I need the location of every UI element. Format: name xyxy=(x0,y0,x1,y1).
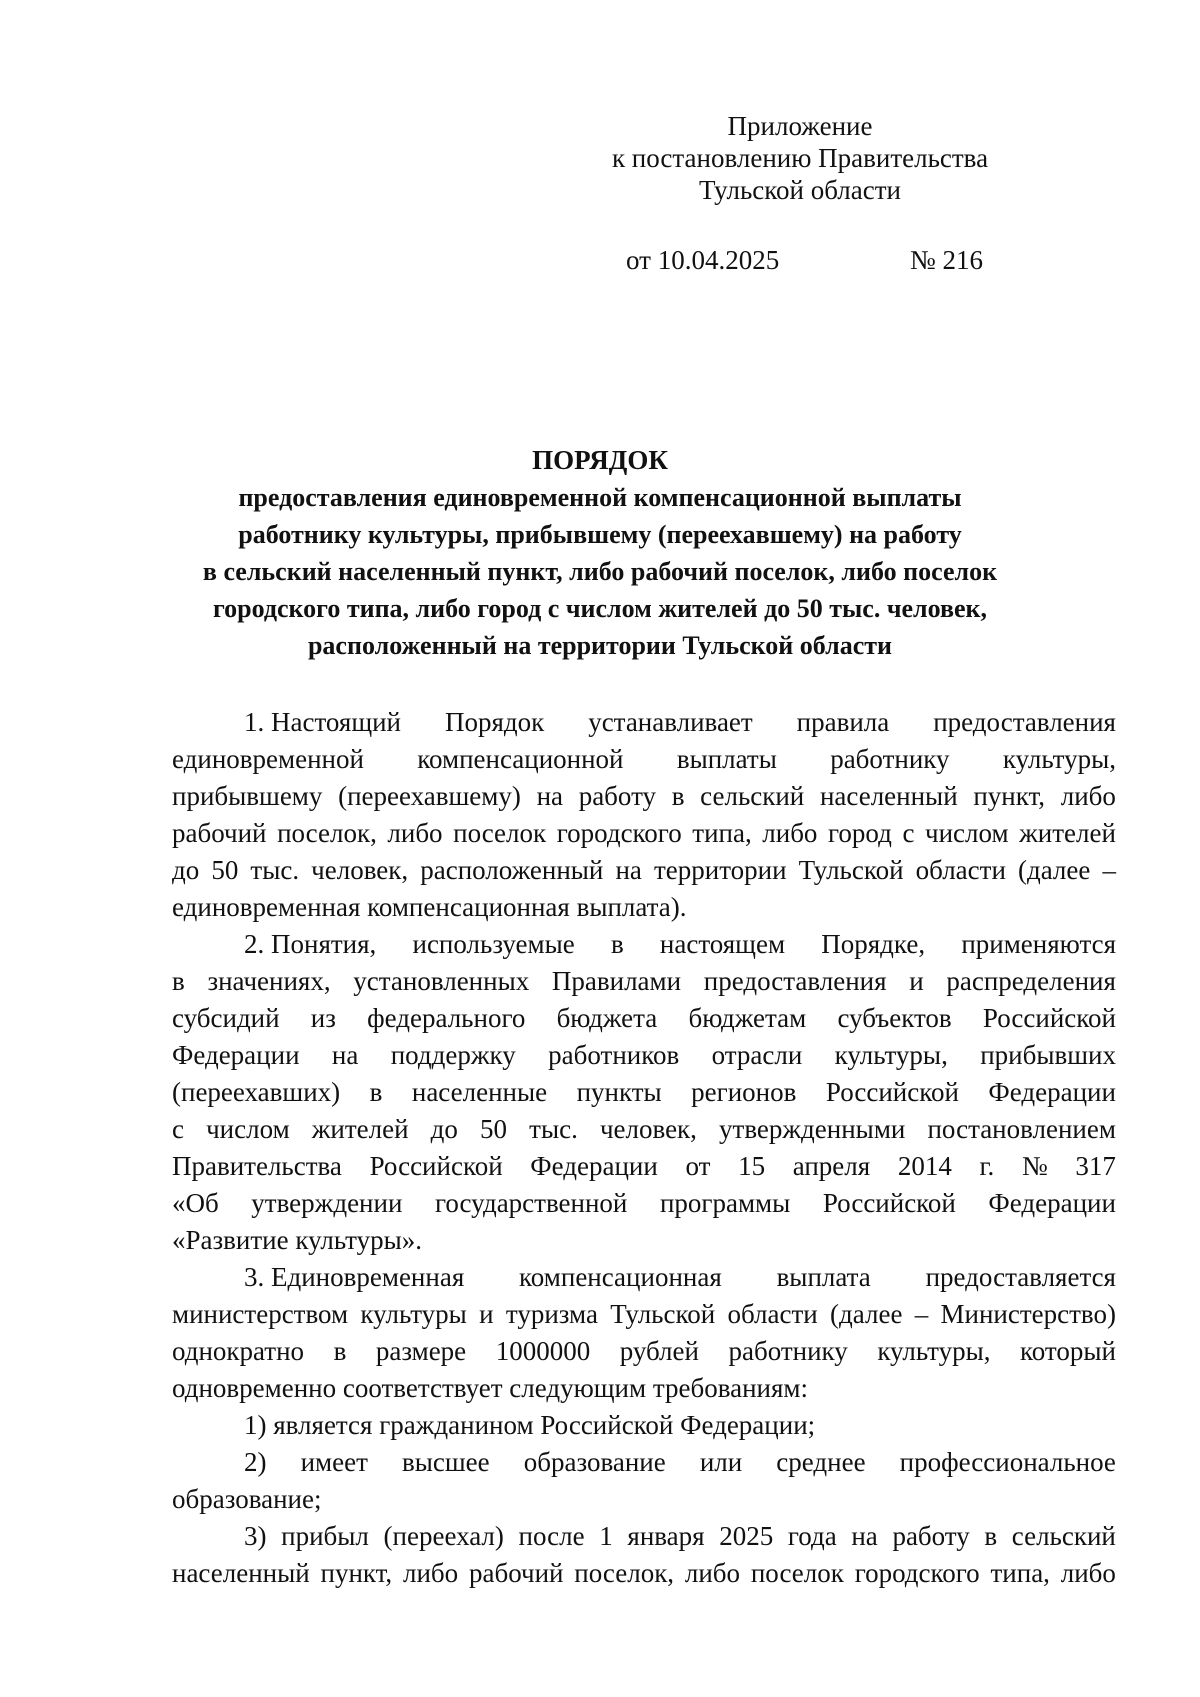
body-word: Правительства xyxy=(172,1151,342,1181)
body-word: на xyxy=(536,781,563,811)
body-word: отрасли xyxy=(711,1040,803,1070)
body-word: типа, xyxy=(692,818,752,848)
body-line xyxy=(172,1259,1116,1296)
body-line xyxy=(172,778,1116,815)
body-word: либо xyxy=(684,1558,741,1588)
body-word: поселок, xyxy=(574,1558,675,1588)
body-word: в xyxy=(333,1336,347,1366)
body-word: выплата xyxy=(776,1262,871,1292)
body-word: туризма xyxy=(505,1299,598,1329)
body-word: рабочий xyxy=(172,818,267,848)
body-word: сельский xyxy=(700,781,805,811)
body-word: предоставления xyxy=(933,707,1116,737)
body-word: значениях, xyxy=(207,966,331,996)
body-line: «Развитие культуры». xyxy=(172,1225,422,1255)
body-word: Федерации xyxy=(530,1151,658,1181)
body-word: Российской xyxy=(982,1003,1116,1033)
body-word: до xyxy=(172,855,200,885)
body-word: пункт, xyxy=(320,1558,393,1588)
body-word: работников xyxy=(548,1040,680,1070)
body-word: на xyxy=(851,1521,878,1551)
body-word: 1 xyxy=(599,1521,613,1551)
document-title-block xyxy=(120,442,1080,664)
body-word: и xyxy=(909,966,924,996)
body-word: государственной xyxy=(434,1188,628,1218)
body-word: 15 xyxy=(738,1151,766,1181)
body-word: выплаты xyxy=(676,744,777,774)
body-word: рабочий xyxy=(468,1558,564,1588)
body-word: работу xyxy=(892,1521,970,1551)
body-word: Российской xyxy=(825,1077,959,1107)
body-word: компенсационная xyxy=(519,1262,722,1292)
body-line xyxy=(172,926,1116,963)
body-line: образование; xyxy=(172,1484,322,1514)
body-word: либо xyxy=(1060,1558,1116,1588)
body-word: программы xyxy=(659,1188,791,1218)
body-word: (переехавшему) xyxy=(338,781,521,811)
body-line xyxy=(172,1333,1116,1370)
body-word: 2014 xyxy=(897,1151,952,1181)
body-word: правила xyxy=(796,707,890,737)
body-word: от xyxy=(685,1151,711,1181)
body-word: размере xyxy=(375,1336,467,1366)
title-subtitle-line: предоставления единовременной компенсационной выплаты xyxy=(238,483,962,512)
body-word: образование xyxy=(523,1447,666,1477)
body-line: единовременная компенсационная выплата). xyxy=(172,892,687,922)
body-word: прибывших xyxy=(980,1040,1116,1070)
body-word: предоставления xyxy=(703,966,887,996)
body-word: жителей xyxy=(311,1114,409,1144)
body-word: 1000000 xyxy=(495,1336,591,1366)
body-word: работнику xyxy=(830,744,950,774)
body-word: рублей xyxy=(619,1336,699,1366)
appendix-block xyxy=(560,110,1040,206)
body-word: после xyxy=(518,1521,585,1551)
body-word: однократно xyxy=(172,1336,305,1366)
body-word: Порядок xyxy=(444,707,545,737)
body-word: года xyxy=(787,1521,837,1551)
body-word: городского xyxy=(854,1558,980,1588)
body-word: среднее xyxy=(776,1447,866,1477)
body-word: в xyxy=(610,929,624,959)
body-line xyxy=(172,1444,1116,1481)
body-word: Федерации xyxy=(172,1040,300,1070)
body-word: в xyxy=(984,1521,998,1551)
body-word: № xyxy=(1021,1151,1048,1181)
body-word: 2) xyxy=(244,1447,267,1477)
body-word: апреля xyxy=(792,1151,871,1181)
body-word: типа, xyxy=(990,1558,1050,1588)
body-word: на xyxy=(331,1040,359,1070)
title-subtitle-line: работнику культуры, прибывшему (переехавшему) на работу xyxy=(238,520,962,549)
body-line xyxy=(172,1296,1116,1333)
body-word: 3. Единовременная xyxy=(244,1262,465,1292)
body-word: устанавливает xyxy=(588,707,753,737)
body-word: с xyxy=(902,818,915,848)
body-word: – xyxy=(1102,855,1116,885)
body-word: 50 xyxy=(211,855,239,885)
body-word: Российской xyxy=(369,1151,503,1181)
body-word: человек, xyxy=(311,855,409,885)
body-word: или xyxy=(699,1447,743,1477)
body-word: и xyxy=(479,1299,494,1329)
body-word: культуры, xyxy=(1002,744,1116,774)
body-line xyxy=(172,1037,1116,1074)
body-word: г. xyxy=(979,1151,995,1181)
body-word: в xyxy=(671,781,685,811)
body-word: 317 xyxy=(1075,1151,1116,1181)
body-word: в xyxy=(369,1077,383,1107)
body-word: прибывшему xyxy=(172,781,323,811)
body-word: 2025 xyxy=(719,1521,774,1551)
body-word: высшее xyxy=(402,1447,490,1477)
body-word: расположенный xyxy=(420,855,604,885)
body-word: (далее xyxy=(1017,855,1091,885)
body-word: на xyxy=(615,855,642,885)
body-word: установленных xyxy=(353,966,530,996)
body-word: Правилами xyxy=(551,966,682,996)
body-word: профессиональное xyxy=(899,1447,1116,1477)
body-word: жителей xyxy=(1019,818,1116,848)
appendix-line: Приложение xyxy=(727,111,873,141)
title-subtitle-line: в сельский населенный пункт, либо рабочий поселок, либо поселок xyxy=(202,557,998,586)
body-word: утвержденными xyxy=(719,1114,906,1144)
body-word: сельский xyxy=(1011,1521,1116,1551)
body-word: федерального xyxy=(367,1003,526,1033)
body-word: настоящем xyxy=(659,929,786,959)
body-word: области xyxy=(915,855,1006,885)
body-word: 3) xyxy=(244,1521,267,1551)
body-line xyxy=(172,1000,1116,1037)
body-word: культуры, xyxy=(877,1336,991,1366)
body-word: поддержку xyxy=(390,1040,516,1070)
body-word: бюджетам xyxy=(688,1003,807,1033)
body-word: поселок xyxy=(453,818,547,848)
body-word: работнику xyxy=(728,1336,848,1366)
body-word: 2. Понятия, xyxy=(244,929,377,959)
body-word: работу xyxy=(578,781,657,811)
appendix-line: к постановлению Правительства xyxy=(611,143,989,173)
body-word: поселок, xyxy=(277,818,377,848)
body-word: до xyxy=(430,1114,458,1144)
body-word: предоставляется xyxy=(925,1262,1116,1292)
body-word: Федерации xyxy=(988,1188,1116,1218)
resolution-number: № 216 xyxy=(910,245,984,275)
body-word: (далее xyxy=(830,1299,903,1329)
body-line xyxy=(172,1518,1116,1555)
body-word: регионов xyxy=(691,1077,797,1107)
body-word: либо xyxy=(387,818,443,848)
body-word: в xyxy=(172,966,185,996)
body-word: культуры, xyxy=(834,1040,948,1070)
body-word: прибыл xyxy=(281,1521,369,1551)
body-word: либо xyxy=(1060,781,1116,811)
body-line xyxy=(172,1185,1116,1222)
body-word: территории xyxy=(653,855,787,885)
body-word: министерством xyxy=(172,1299,349,1329)
body-word: субъектов xyxy=(837,1003,952,1033)
body-line xyxy=(172,704,1116,741)
body-word: 1. Настоящий xyxy=(244,707,402,737)
body-word: либо xyxy=(403,1558,459,1588)
body-word: утверждении xyxy=(251,1188,403,1218)
body-word: тыс. xyxy=(250,855,300,885)
body-word: (переехавших) xyxy=(172,1077,341,1107)
body-word: из xyxy=(310,1003,336,1033)
body-word: Тульской xyxy=(610,1299,716,1329)
body-word: Тульской xyxy=(798,855,904,885)
body-word: Российской xyxy=(822,1188,956,1218)
body-word: пункт, xyxy=(973,781,1046,811)
body-word: числом xyxy=(924,818,1009,848)
body-line xyxy=(172,1555,1116,1592)
body-line: 1) является гражданином Российской Федерации; xyxy=(244,1410,816,1440)
body-word: человек, xyxy=(599,1114,697,1144)
body-line xyxy=(172,852,1116,889)
body-word: населенный xyxy=(819,781,958,811)
body-word: «Об xyxy=(172,1188,219,1218)
body-line xyxy=(172,815,1116,852)
body-line xyxy=(172,963,1116,1000)
body-word: распределения xyxy=(946,966,1116,996)
body-word: – xyxy=(914,1299,929,1329)
body-word: 50 xyxy=(480,1114,508,1144)
body-word: (переехал) xyxy=(383,1521,504,1551)
body-word: город xyxy=(828,818,892,848)
body-word: субсидий xyxy=(172,1003,280,1033)
body-word: Порядке, xyxy=(821,929,926,959)
body-word: населенный xyxy=(172,1558,310,1588)
body-word: бюджета xyxy=(556,1003,658,1033)
body-word: населенные xyxy=(411,1077,548,1107)
body-word: Министерство) xyxy=(940,1299,1116,1329)
resolution-date: от 10.04.2025 xyxy=(626,245,780,275)
body-word: Федерации xyxy=(988,1077,1116,1107)
body-word: числом xyxy=(206,1114,290,1144)
title-subtitle-line: городского типа, либо город с числом жителей до 50 тыс. человек, xyxy=(212,594,988,623)
body-word: с xyxy=(172,1114,184,1144)
title-subtitle-line: расположенный на территории Тульской области xyxy=(307,631,893,660)
appendix-line: Тульской области xyxy=(699,175,901,205)
body-line xyxy=(172,741,1116,778)
body-word: используемые xyxy=(412,929,575,959)
document-title: ПОРЯДОК xyxy=(532,445,668,475)
body-word: поселок xyxy=(750,1558,844,1588)
body-word: тыс. xyxy=(529,1114,578,1144)
body-line xyxy=(172,1111,1116,1148)
body-word: который xyxy=(1019,1336,1116,1366)
body-word: области xyxy=(727,1299,818,1329)
document-body xyxy=(172,704,1116,1592)
body-word: культуры xyxy=(360,1299,467,1329)
body-line xyxy=(172,1074,1116,1111)
body-line: одновременно соответствует следующим требованиям: xyxy=(172,1373,808,1403)
body-word: января xyxy=(627,1521,705,1551)
body-word: постановлением xyxy=(927,1114,1116,1144)
body-word: компенсационной xyxy=(417,744,624,774)
body-word: пункты xyxy=(576,1077,662,1107)
body-word: либо xyxy=(762,818,818,848)
body-word: единовременной xyxy=(172,744,364,774)
body-line xyxy=(172,1148,1116,1185)
body-word: имеет xyxy=(300,1447,368,1477)
body-word: применяются xyxy=(961,929,1116,959)
body-word: городского xyxy=(556,818,682,848)
